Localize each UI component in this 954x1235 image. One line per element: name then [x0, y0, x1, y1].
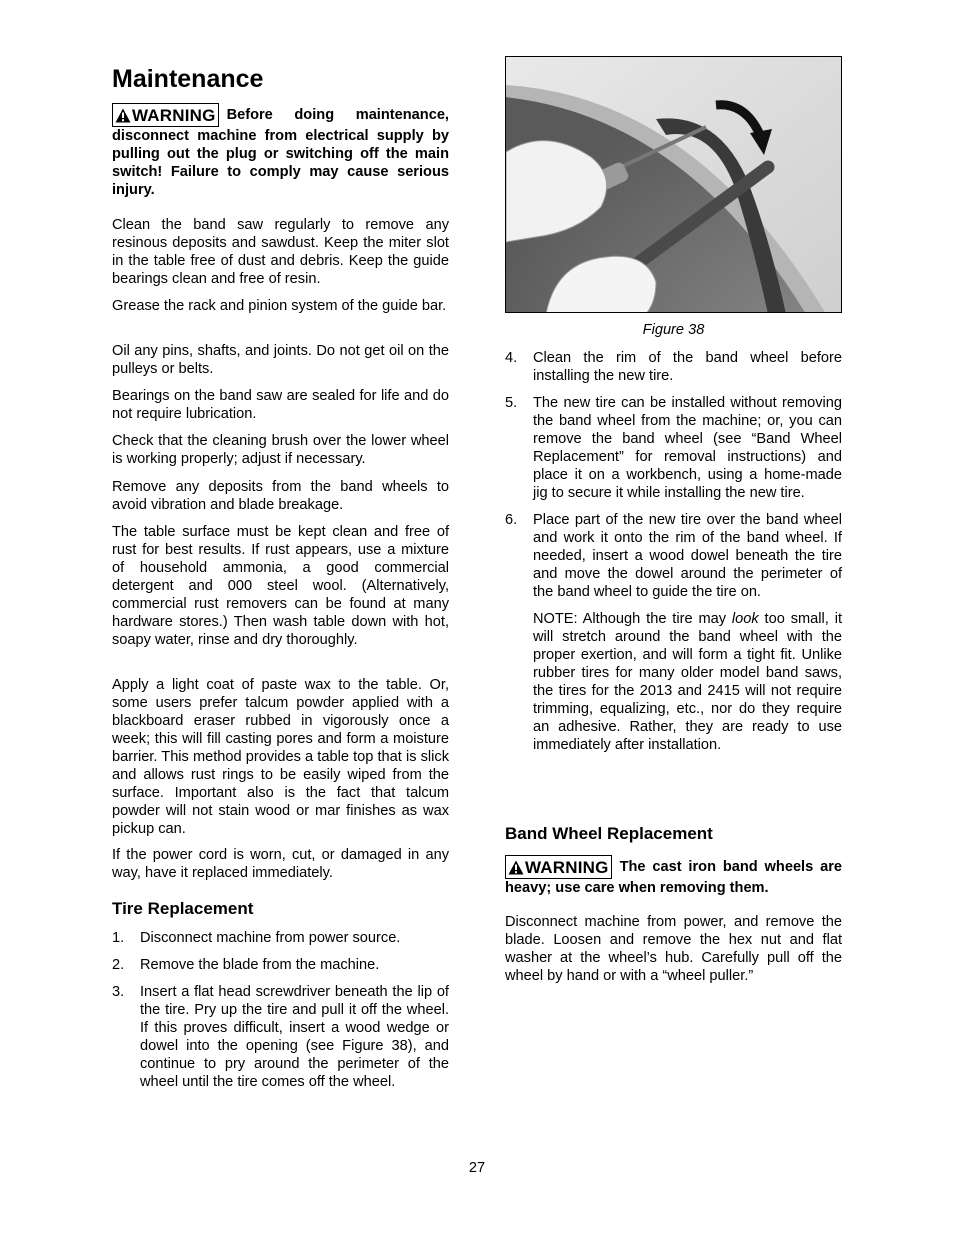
paragraph-grease: Grease the rack and pinion system of the guide bar.: [112, 298, 447, 314]
paragraph-paste-wax: Apply a light coat of paste wax to the table. Or, some users prefer talcum powder applied with a blackboard eraser rubbed in vigorously once a week; this will fill casting pores and form a moisture barrier. This method provides a table top that is slick and allows rust rings to be easily wiped from the surface. Important also is the fact that talcum powder will not stain wood or mar finishes as wax pickup can.: [112, 677, 449, 837]
band-wheel-photo-illustration: [506, 57, 842, 313]
warning-badge: [112, 103, 219, 127]
paragraph-table-surface: The table surface must be kept clean and free of rust for best results. If rust appears, use a mixture of household ammonia, a good commercial detergent and 000 steel wool. (Alternatively, commercial rust removers can be found at many hardware stores.) Then wash table down with hot, soapy water, rinse and dry thoroughly.: [112, 524, 449, 648]
warning-badge-label: WARNING: [525, 858, 609, 877]
note-text-end: too small, it will stretch around the band wheel with the proper exertion, and will form a tight fit. Unlike rubber tires for many older model band saws, the tires for the 2013 and 2415 will not require trimming, equalizing, etc., nor do they require an adhesive. Rather, they are ready to use immediately after installation.: [533, 611, 842, 753]
tire-replacement-heading: Tire Replacement: [112, 899, 254, 918]
step-number: 4.: [505, 350, 518, 366]
warning-triangle-icon: [115, 108, 131, 123]
list-item: [112, 983, 449, 1091]
figure-38-photo: [505, 56, 842, 313]
paragraph-brush: Check that the cleaning brush over the lower wheel is working properly; adjust if necessary.: [112, 433, 449, 467]
list-item: [112, 929, 449, 947]
step-text: Clean the rim of the band wheel before installing the new tire.: [533, 350, 842, 384]
step-number: 6.: [505, 512, 518, 528]
tire-steps-list: [112, 929, 449, 1091]
warning-triangle-icon: [508, 860, 524, 875]
step-text: Place part of the new tire over the band wheel and work it onto the rim of the band wheel. If needed, insert a wood dowel beneath the tire and move the dowel around the perimeter of the band wheel to guide the tire on.: [533, 512, 842, 600]
note-emphasis: look: [731, 611, 759, 627]
list-item: [112, 956, 449, 974]
warning-badge-label: WARNING: [132, 106, 216, 125]
paragraph-deposits: Remove any deposits from the band wheels to avoid vibration and blade breakage.: [112, 479, 449, 513]
band-wheel-warning: [505, 855, 842, 897]
paragraph-bearings: Bearings on the band saw are sealed for life and do not require lubrication.: [112, 388, 449, 422]
step-text: Disconnect machine from power source.: [140, 930, 401, 946]
paragraph-clean: Clean the band saw regularly to remove any resinous deposits and sawdust. Keep the miter slot in the table free of dust and debris. Keep the guide bearings clean and free of resin.: [112, 217, 449, 287]
step-number: 5.: [505, 395, 518, 411]
warning-text: Before doing maintenance, disconnect machine from electrical supply by pulling out the plug or switching off the main switch! Failure to comply may cause serious injury.: [112, 107, 449, 198]
list-item: [505, 394, 842, 502]
paragraph-power-cord: If the power cord is worn, cut, or damaged in any way, have it replaced immediately.: [112, 847, 449, 881]
page-title: Maintenance: [112, 65, 264, 93]
paragraph-oil: Oil any pins, shafts, and joints. Do not get oil on the pulleys or belts.: [112, 343, 449, 377]
note-item: [505, 610, 842, 754]
note-text-start: NOTE: Although the tire may: [533, 611, 732, 627]
step-text: Remove the blade from the machine.: [140, 957, 380, 973]
step-number: 2.: [112, 957, 125, 973]
step-number: 1.: [112, 930, 125, 946]
step-text: The new tire can be installed without removing the band wheel from the machine; or, you can remove the band wheel (see “Band Wheel Replacement” for removal instructions) and place it on a workbench, using a home-made jig to secure it while installing the new tire.: [533, 395, 842, 501]
warning-badge: [505, 855, 612, 879]
list-item: [505, 511, 842, 601]
warning-text: The cast iron band wheels are heavy; use care when removing them.: [505, 859, 842, 896]
figure-caption: Figure 38: [642, 322, 705, 338]
paragraph-band-wheel: Disconnect machine from power, and remove the blade. Loosen and remove the hex nut and flat washer at the wheel’s hub. Carefully pull off the wheel by hand or with a “wheel puller.”: [505, 914, 842, 984]
step-text: Insert a flat head screwdriver beneath the lip of the tire. Pry up the tire and pull it off the wheel. If this proves difficult, insert a wood wedge or dowel into the opening (see Figure 38), and continue to pry around the perimeter of the wheel until the tire comes off the wheel.: [140, 984, 449, 1090]
band-wheel-replacement-heading: Band Wheel Replacement: [505, 824, 713, 843]
list-item: [505, 349, 842, 385]
page-number: 27: [468, 1160, 486, 1176]
step-number: 3.: [112, 984, 125, 1000]
tire-steps-continued-list: [505, 349, 842, 754]
maintenance-warning: [112, 103, 449, 199]
